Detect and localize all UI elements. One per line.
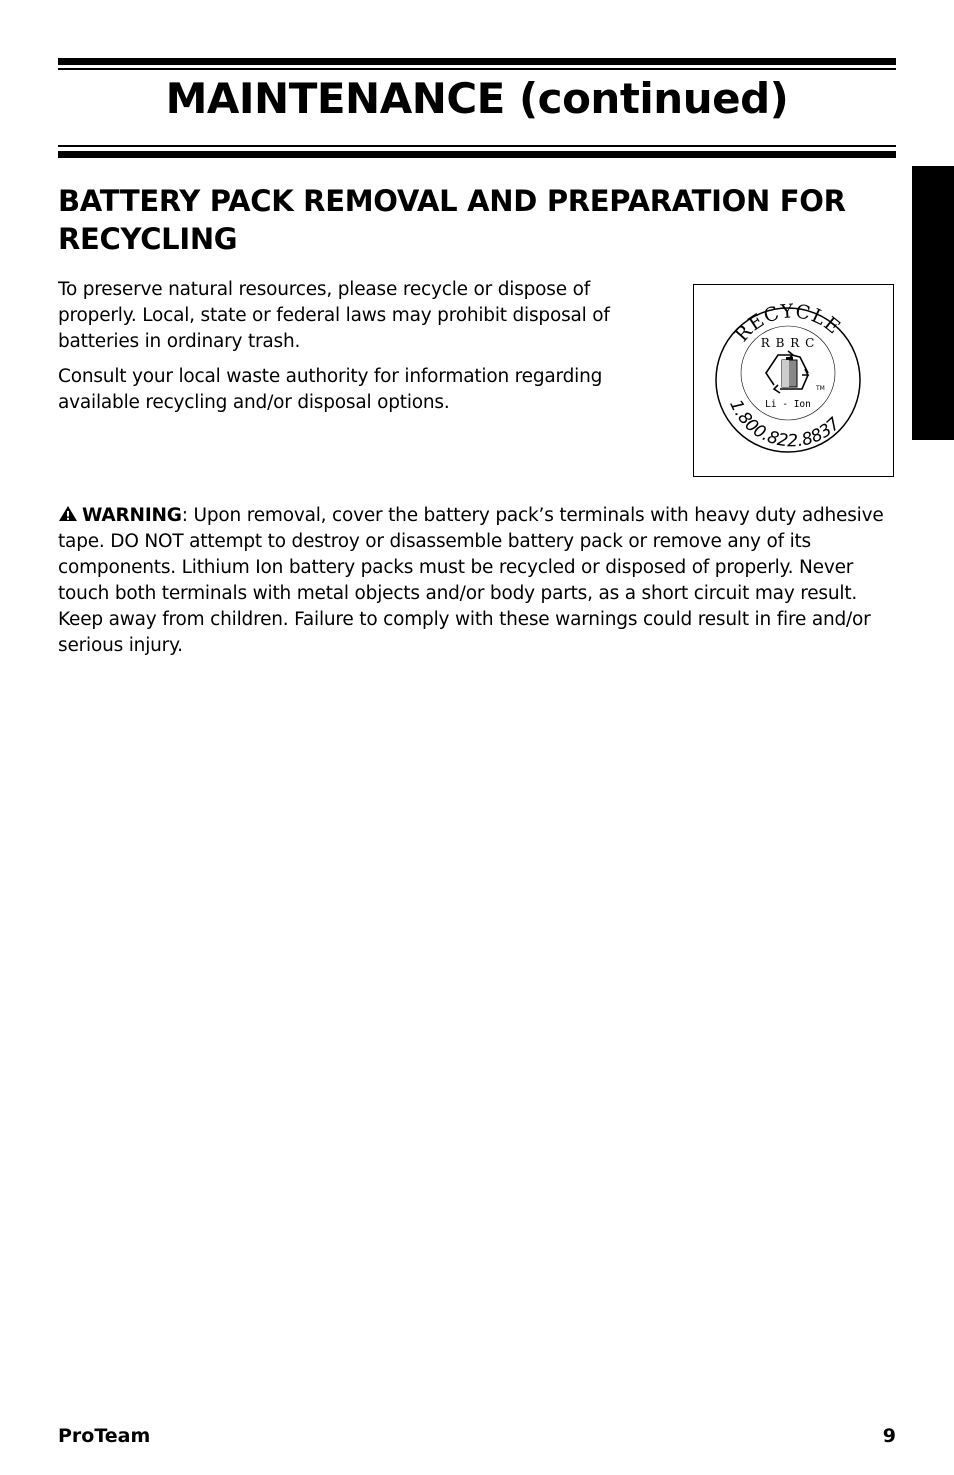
section-heading: BATTERY PACK REMOVAL AND PREPARATION FOR RECYCLING [58, 184, 846, 256]
consult-paragraph: Consult your local waste authority for information regarding available recycling and/or disposal options. [58, 366, 603, 413]
warning-triangle-icon [58, 505, 78, 522]
rbrc-recycle-seal-icon [694, 285, 895, 478]
battery-icon [782, 357, 797, 387]
warning-paragraph [58, 503, 898, 659]
logo-phone-number: 1.800.822.8837 [725, 396, 845, 452]
warning-label: WARNING [82, 505, 182, 526]
logo-arc-recycle-text: RECYCLE [730, 300, 845, 347]
footer-page-number: 9 [882, 1425, 896, 1447]
logo-org-letters: R B R C [760, 336, 816, 350]
footer-brand: ProTeam [58, 1425, 151, 1447]
header-bottom-rule-thick [58, 151, 896, 158]
warning-text: : Upon removal, cover the battery pack’s terminals with heavy duty adhesive tape. DO NOT attempt to destroy or disassemble battery pack or remove any of its components. Lithium Ion battery packs must be recycled or disposed of properly. Never touch both terminals with metal objects and/or body parts, as a short circuit may result. Keep away from children. Failure to comply with these warnings could result in fire and/or serious injury. [58, 505, 884, 656]
page-title: MAINTENANCE (continued) [165, 74, 789, 123]
header-top-rule-thick [58, 58, 896, 65]
header-bottom-rule-thin [58, 145, 896, 147]
logo-chemistry: Li - Ion [765, 399, 811, 410]
logo-trademark: TM [816, 385, 825, 392]
intro-paragraph: To preserve natural resources, please recycle or dispose of properly. Local, state or federal laws may prohibit disposal of batteries in ordinary trash. [58, 279, 610, 352]
rbrc-recycle-seal [693, 284, 894, 477]
section-thumb-tab [912, 166, 954, 440]
